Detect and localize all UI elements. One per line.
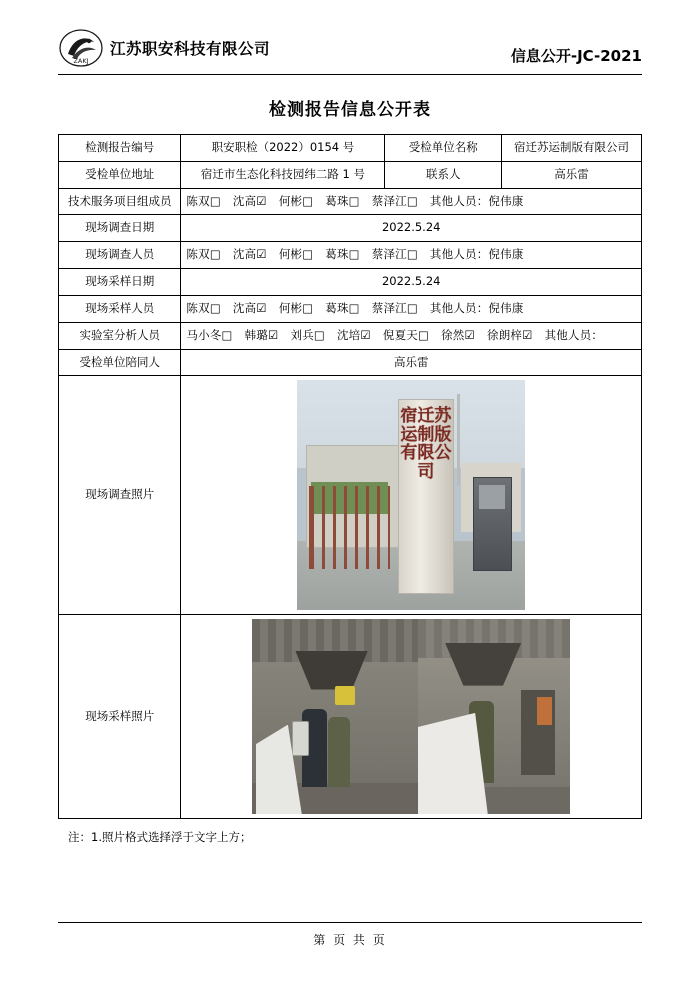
sample-photo-right <box>418 619 571 814</box>
other-members-value: 倪伟康 <box>488 247 524 262</box>
other-members-label: 其他人员： <box>429 247 489 262</box>
member-checkbox[interactable]: 徐朗梓☑ <box>487 327 533 342</box>
survey-staff-label: 现场调查人员 <box>59 242 181 269</box>
sample-date-value: 2022.5.24 <box>181 269 642 296</box>
contact-label: 联系人 <box>385 161 502 188</box>
other-members-label: 其他人员： <box>544 327 604 342</box>
spacer <box>315 246 325 264</box>
page-header <box>58 28 642 75</box>
photo-sampling-device <box>292 721 309 756</box>
company-logo-icon <box>58 28 104 68</box>
table-row <box>59 242 642 269</box>
table-row <box>59 161 642 188</box>
sample-date-label: 现场采样日期 <box>59 269 181 296</box>
spacer <box>223 300 233 318</box>
other-members-label: 其他人员： <box>429 300 489 315</box>
member-checkbox[interactable]: 蔡泽江□ <box>371 300 418 315</box>
page-footer: 第 页 共 页 <box>58 922 642 948</box>
pillar-sign-text: 宿迁苏运制版有限公司 <box>400 406 452 482</box>
table-note: 注：1.照片格式选择浮于文字上方； <box>68 830 252 845</box>
spacer <box>269 246 279 264</box>
members-checklist <box>186 194 523 208</box>
survey-photo-label: 现场调查照片 <box>59 376 181 615</box>
table-row <box>59 376 642 615</box>
client-name-value: 宿迁苏运制版有限公司 <box>502 135 642 162</box>
spacer <box>362 193 372 211</box>
member-checkbox[interactable]: 刘兵□ <box>290 327 325 342</box>
spacer <box>420 300 430 318</box>
member-checkbox[interactable]: 何彬□ <box>278 193 314 208</box>
sample-staff-value <box>181 295 642 322</box>
company-name: 江苏职安科技有限公司 <box>110 40 271 58</box>
report-no-label: 检测报告编号 <box>59 135 181 162</box>
contact-value: 高乐雷 <box>502 161 642 188</box>
spacer <box>281 327 291 345</box>
spacer <box>420 246 430 264</box>
member-checkbox[interactable]: 陈双□ <box>186 300 221 315</box>
table-row <box>59 295 642 322</box>
spacer <box>315 193 325 211</box>
survey-photo-image <box>297 380 525 610</box>
member-checkbox[interactable]: 葛珠□ <box>325 300 360 315</box>
spacer <box>223 193 233 211</box>
survey-staff-value <box>181 242 642 269</box>
sample-staff-label: 现场采样人员 <box>59 295 181 322</box>
spacer <box>315 300 325 318</box>
member-checkbox[interactable]: 葛珠□ <box>325 193 360 208</box>
spacer <box>235 327 245 345</box>
table-row <box>59 322 642 349</box>
table-row <box>59 188 642 215</box>
photo-hopper <box>445 643 521 686</box>
member-checkbox[interactable]: 倪夏天□ <box>382 327 430 342</box>
lab-staff-label: 实验室分析人员 <box>59 322 181 349</box>
lab-staff-value <box>181 322 642 349</box>
member-checkbox[interactable]: 陈双□ <box>186 247 221 262</box>
member-checkbox[interactable]: 韩璐☑ <box>244 327 279 342</box>
photo-orange-part <box>537 697 552 724</box>
survey-photo-cell <box>181 376 642 615</box>
survey-date-label: 现场调查日期 <box>59 215 181 242</box>
team-members-value <box>181 188 642 215</box>
member-checkbox[interactable]: 马小冬□ <box>186 327 233 342</box>
other-members-value: 倪伟康 <box>488 193 524 208</box>
photo-yellow-part <box>335 686 355 706</box>
survey-date-value: 2022.5.24 <box>181 215 642 242</box>
sample-photo-label: 现场采样照片 <box>59 615 181 819</box>
table-row <box>59 215 642 242</box>
member-checkbox[interactable]: 蔡泽江□ <box>371 193 418 208</box>
header-left <box>58 28 270 68</box>
photo-hopper <box>295 651 368 690</box>
spacer <box>362 246 372 264</box>
members-checklist <box>186 247 523 261</box>
member-checkbox[interactable]: 沈培☑ <box>336 327 371 342</box>
spacer <box>431 327 441 345</box>
member-checkbox[interactable]: 何彬□ <box>278 300 314 315</box>
members-checklist <box>186 301 523 315</box>
spacer <box>535 327 545 345</box>
spacer <box>269 300 279 318</box>
member-checkbox[interactable]: 沈高☑ <box>232 193 267 208</box>
accompany-label: 受检单位陪同人 <box>59 349 181 376</box>
member-checkbox[interactable]: 徐然☑ <box>441 327 475 342</box>
member-checkbox[interactable]: 沈高☑ <box>232 247 267 262</box>
table-row <box>59 135 642 162</box>
spacer <box>420 193 430 211</box>
other-members-value: 倪伟康 <box>488 300 524 315</box>
sample-photo-cell <box>181 615 642 819</box>
photo-worker-2 <box>328 717 349 787</box>
lab-members-checklist <box>186 328 603 342</box>
member-checkbox[interactable]: 陈双□ <box>186 193 221 208</box>
team-members-label: 技术服务项目组成员 <box>59 188 181 215</box>
table-row <box>59 349 642 376</box>
accompany-value: 高乐雷 <box>181 349 642 376</box>
member-checkbox[interactable]: 沈高☑ <box>232 300 267 315</box>
client-name-label: 受检单位名称 <box>385 135 502 162</box>
member-checkbox[interactable]: 葛珠□ <box>325 247 360 262</box>
other-members-label: 其他人员： <box>429 193 489 208</box>
photo-gate <box>309 486 391 569</box>
report-no-value: 职安职检（2022）0154 号 <box>181 135 385 162</box>
spacer <box>327 327 337 345</box>
photo-sign-pillar <box>398 399 455 594</box>
member-checkbox[interactable]: 蔡泽江□ <box>371 247 418 262</box>
photo-pole <box>457 394 460 486</box>
client-address-value: 宿迁市生态化科技园纬二路 1 号 <box>181 161 385 188</box>
spacer <box>477 327 487 345</box>
table-row <box>59 615 642 819</box>
spacer <box>362 300 372 318</box>
table-row <box>59 269 642 296</box>
spacer <box>269 193 279 211</box>
page-title: 检测报告信息公开表 <box>269 100 431 120</box>
spacer <box>373 327 383 345</box>
client-address-label: 受检单位地址 <box>59 161 181 188</box>
sample-photo-image <box>252 619 570 814</box>
document-code: 信息公开-JC-2021 <box>510 47 642 65</box>
photo-control-cabinet <box>473 477 511 571</box>
report-info-table <box>58 134 642 819</box>
sample-photo-left <box>252 619 417 814</box>
svg-text:ZAKJ: ZAKJ <box>73 57 89 65</box>
spacer <box>223 246 233 264</box>
member-checkbox[interactable]: 何彬□ <box>278 247 314 262</box>
